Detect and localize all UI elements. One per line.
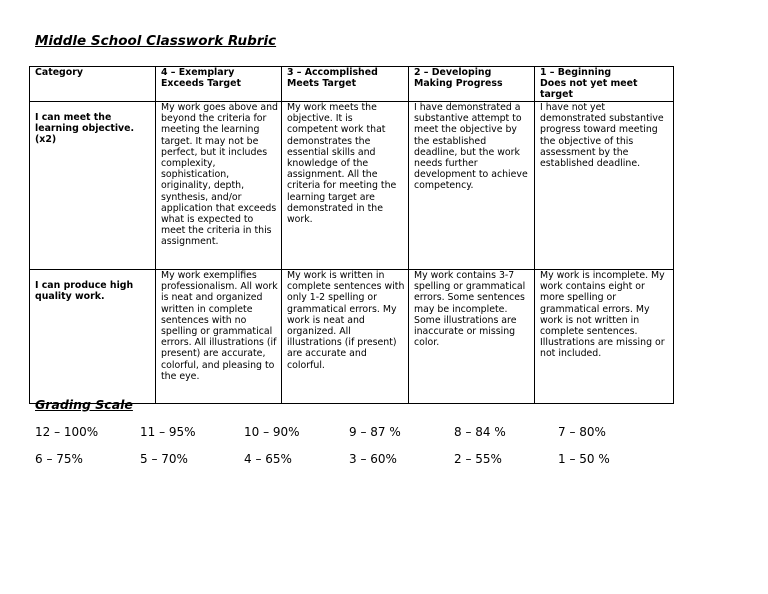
scale-entry: 3 – 60% (349, 452, 397, 466)
table-cell: My work is incomplete. My work contains eight or more spelling or grammatical errors. My work is not written in complete sentences. Illustrations are missing or not included. (535, 270, 674, 404)
page-title: Middle School Classwork Rubric (35, 33, 277, 49)
table-cell: My work exemplifies professionalism. All work is neat and organized written in complete sentences with no spelling or grammatical errors. All illustrations (if present) are accurate, colorful, and pleasing to the eye. (156, 270, 282, 404)
scale-entry: 6 – 75% (35, 452, 83, 466)
table-cell: My work is written in complete sentences with only 1-2 spelling or grammatical errors. My work is neat and organized. All illustrations (if present) are accurate and colorful. (282, 270, 409, 404)
table-cell: I have not yet demonstrated substantive progress toward meeting the objective of this assessment by the established deadline. (535, 102, 674, 270)
scale-entry: 7 – 80% (558, 425, 606, 439)
grading-scale-title: Grading Scale (35, 397, 133, 412)
table-row (30, 102, 674, 270)
rubric-table (29, 66, 674, 404)
header-level-3: 3 – Accomplished Meets Target (282, 67, 409, 102)
scale-entry: 5 – 70% (140, 452, 188, 466)
table-row (30, 270, 674, 404)
table-header-row (30, 67, 674, 102)
scale-entry: 1 – 50 % (558, 452, 610, 466)
table-cell: My work contains 3-7 spelling or grammatical errors. Some sentences may be incomplete. Some illustrations are inaccurate or missing color. (409, 270, 535, 404)
scale-entry: 10 – 90% (244, 425, 300, 439)
scale-entry: 12 – 100% (35, 425, 99, 439)
table-cell: My work meets the objective. It is competent work that demonstrates the essential skills and knowledge of the assignment. All the criteria for meeting the learning target are demonstrated in the work. (282, 102, 409, 270)
scale-entry: 4 – 65% (244, 452, 292, 466)
table-cell: I have demonstrated a substantive attempt to meet the objective by the established deadline, but the work needs further development to achieve competency. (409, 102, 535, 270)
header-category: Category (30, 67, 156, 102)
scale-entry: 2 – 55% (454, 452, 502, 466)
header-level-2: 2 – Developing Making Progress (409, 67, 535, 102)
scale-entry: 8 – 84 % (454, 425, 506, 439)
table-cell: My work goes above and beyond the criteria for meeting the learning target. It may not be perfect, but it includes complexity, sophistication, originality, depth, synthesis, and/or application that exceeds what is expected to meet the criteria in this assignment. (156, 102, 282, 270)
header-level-1: 1 – Beginning Does not yet meet target (535, 67, 674, 102)
row-category: I can produce high quality work. (30, 270, 156, 404)
row-category: I can meet the learning objective. (x2) (30, 102, 156, 270)
scale-entry: 11 – 95% (140, 425, 196, 439)
header-level-4: 4 – Exemplary Exceeds Target (156, 67, 282, 102)
scale-entry: 9 – 87 % (349, 425, 401, 439)
